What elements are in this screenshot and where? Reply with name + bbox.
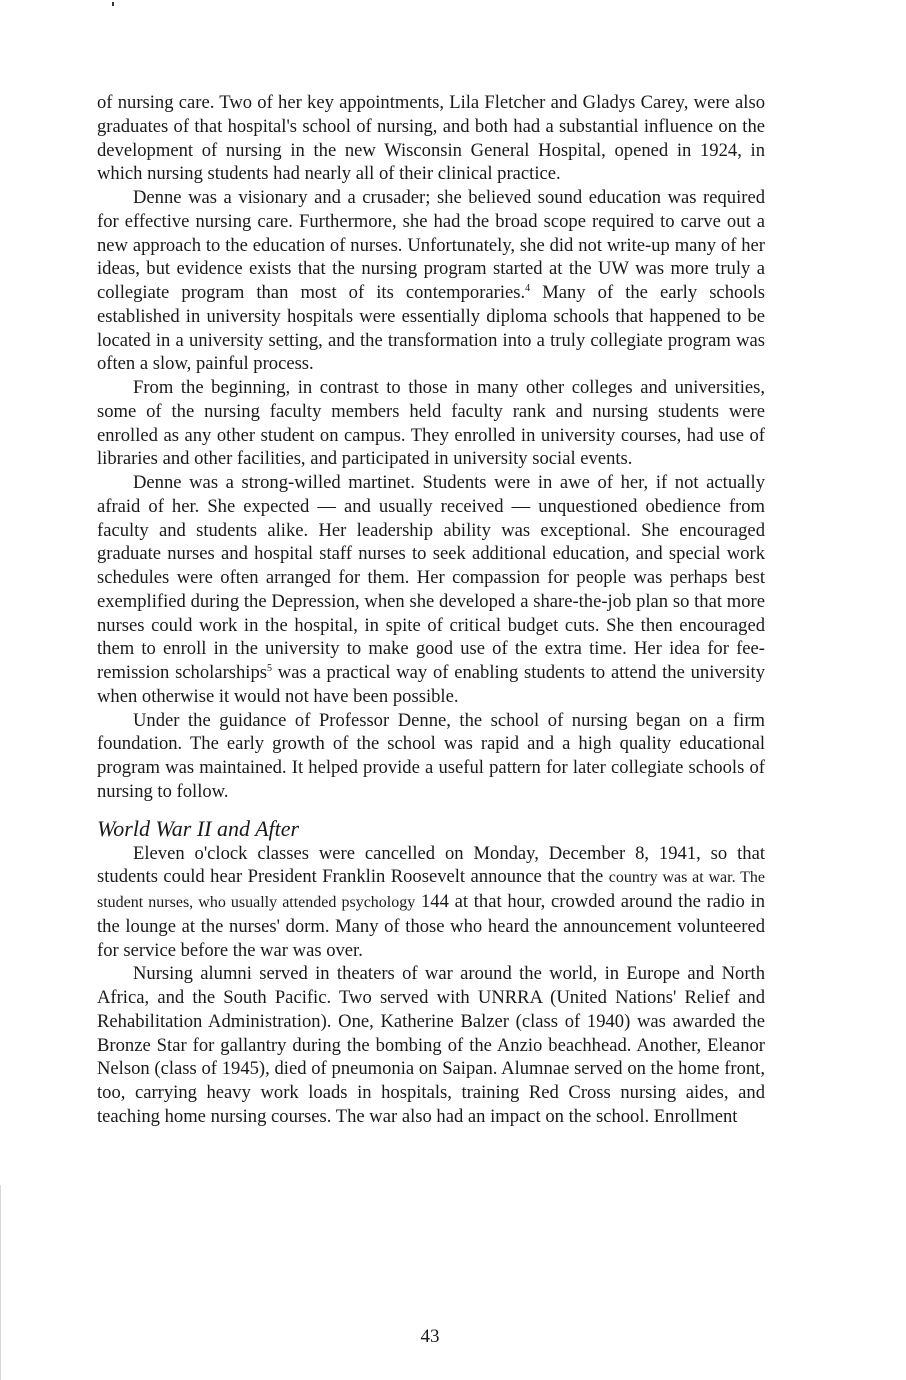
paragraph-guidance: Under the guidance of Professor Denne, the school of nursing began on a firm foundation. The early growth of the school was rapid and a high quality educational program was maintained. It helped provide a useful pattern for later collegiate schools of nursing to follow. bbox=[97, 709, 765, 802]
paragraph-beginning: From the beginning, in contrast to those in many other colleges and universities, some of the nursing faculty members held faculty rank and nursing students were enrolled as any other student on campus. They enrolled in university courses, had use of libraries and other facilities, and participated in university social events. bbox=[97, 377, 765, 470]
footnote-ref-4: 4 bbox=[525, 282, 531, 294]
scan-speck bbox=[112, 2, 114, 6]
paragraph-alumni: Nursing alumni served in theaters of war around the world, in Europe and North Africa, and the South Pacific. Two served with UNRRA (United Nations' Relief and Rehabilitation Administration). One, Katherine Balzer (class of 1940) was awarded the Bronze Star for gallantry during the bombing of the Anzio beachhead. Another, Eleanor Nelson (class of 1945), died of pneumonia on Saipan. Alumnae served on the home front, too, carrying heavy work loads in hospitals, training Red Cross nursing aides, and teaching home nursing courses. The war also had an impact on the school. Enrollment bbox=[97, 963, 765, 1127]
paragraph-text-small: country was at war. The student nurses, who usually attended psychology bbox=[97, 869, 765, 911]
paragraph-text: Denne was a strong-willed martinet. Students were in awe of her, if not actually afraid of her. She expected — and usually received — unquestioned obedience from faculty and students alike. Her leadership ability was exceptional. She encouraged graduate nurses and hospital staff nurses to seek additional education, and special work schedules were often arranged for them. Her compassion for people was perhaps best exemplified during the Depression, when she developed a share-the-job plan so that more nurses could work in the hospital, in spite of critical budget cuts. She then encouraged them to enroll in the university to make good use of the extra time. Her idea for fee-remission scholarships bbox=[97, 472, 765, 683]
paragraph-continued: of nursing care. Two of her key appointments, Lila Fletcher and Gladys Carey, were also graduates of that hospital's school of nursing, and both had a substantial influence on the development of nursing in the new Wisconsin General Hospital, opened in 1924, in which nursing students had nearly all of their clinical practice. bbox=[97, 92, 765, 185]
scan-edge bbox=[0, 1185, 1, 1380]
paragraph-martinet bbox=[97, 471, 765, 709]
body-text bbox=[97, 91, 765, 1129]
paragraph-text: Many of the early schools established in university hospitals were essentially diploma schools that happened to be located in a university setting, and the transformation into a truly collegiate program was often a slow, painful process. bbox=[97, 282, 765, 375]
paragraph-text: was a practical way of enabling students to attend the university when otherwise it would not have been possible. bbox=[97, 662, 765, 707]
page-number: 43 bbox=[420, 1326, 440, 1347]
paragraph-eleven-oclock bbox=[97, 842, 765, 963]
section-heading: World War II and After bbox=[97, 815, 300, 841]
paragraph-text: 144 at that hour, crowded around the radio in the lounge at the nurses' dorm. Many of those who heard the announcement volunteered for service before the war was over. bbox=[97, 891, 765, 961]
paragraph-text: Eleven o'clock classes were cancelled on Monday, December 8, 1941, so that students could hear President Franklin Roosevelt announce that the bbox=[97, 842, 765, 888]
paragraph-text: Denne was a visionary and a crusader; she believed sound education was required for effective nursing care. Furthermore, she had the broad scope required to carve out a new approach to the education of nurses. Unfortunately, she did not write-up many of her ideas, but evidence exists that the nursing program started at the UW was more truly a collegiate program than most of its contemporaries. bbox=[97, 187, 765, 303]
paragraph-denne-visionary bbox=[97, 186, 765, 376]
footnote-ref-5: 5 bbox=[267, 662, 272, 674]
